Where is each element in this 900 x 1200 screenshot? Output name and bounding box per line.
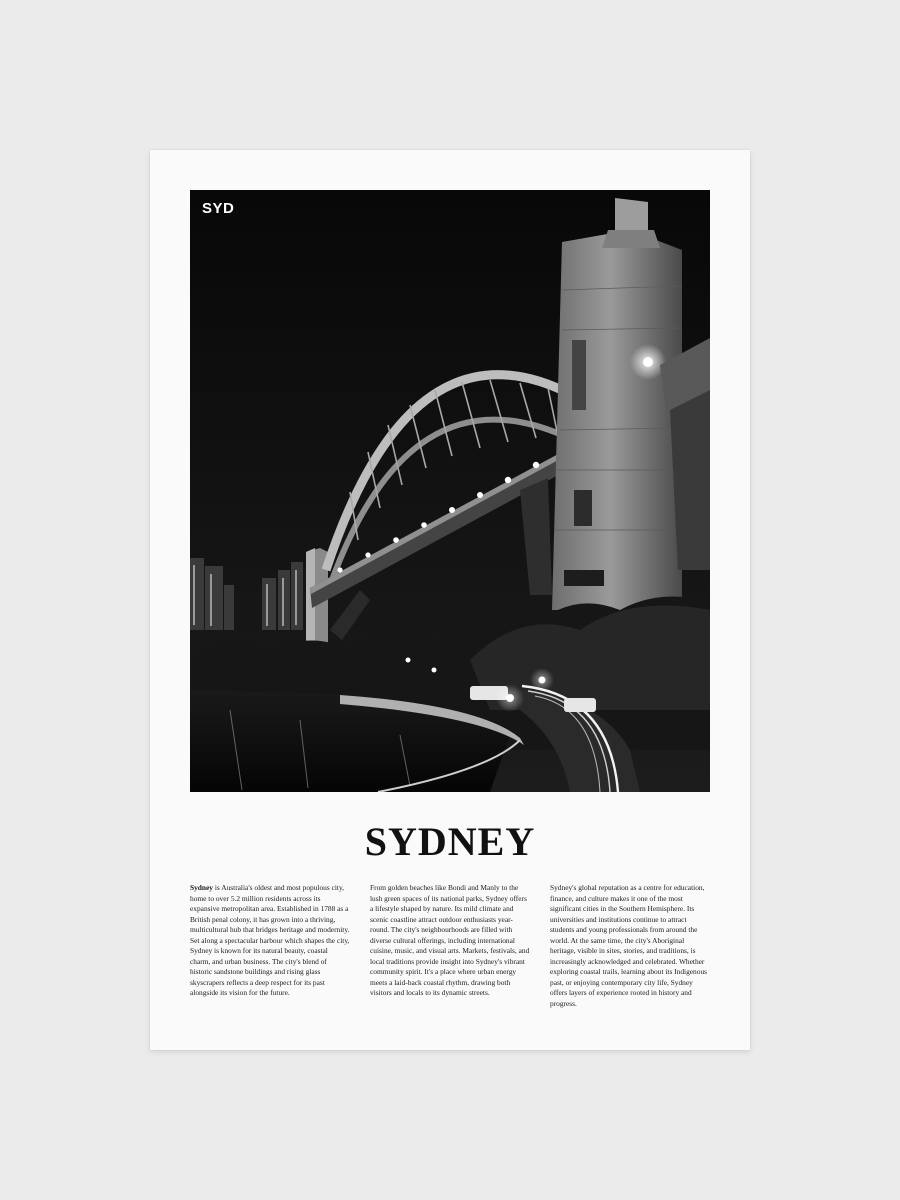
description-lead-word: Sydney <box>190 883 214 892</box>
description-text: is Australia's oldest and most populous city, home to over 5.2 million residents across its expansive metropolitan area. Established in 1788 as a British penal colony, it has grown into a thriving, multicultural hub that bridges heritage and modernity. Set along a spectacular harbour which shapes the city, Sydney is known for its natural beauty, coastal charm, and urban business. The city's blend of historic sandstone buildings and rising glass skyscrapers reflects a deep respect for its past alongside its vision for the future. <box>190 883 350 997</box>
harbour-bridge-photo <box>190 190 710 792</box>
description-text: Sydney's global reputation as a centre for education, finance, and culture makes it one of the most significant cities in the Southern Hemisphere. Its universities and institutions continue to attract students and young professionals from around the world. At the same time, the city's Aboriginal heritage, visible in sites, stories, and traditions, is increasingly acknowledged and celebrated. Whether exploring coastal trails, learning about its Indigenous past, or enjoying contemporary city life, Sydney offers layers of experience rooted in history and progress. <box>550 883 708 1008</box>
poster-print <box>150 150 750 1050</box>
city-code-label: SYD <box>202 200 235 217</box>
description-column-1 <box>190 883 350 1009</box>
description-column-3 <box>550 883 710 1009</box>
city-title: SYDNEY <box>364 819 536 864</box>
description-column-2 <box>370 883 530 1009</box>
harbour-bridge-illustration <box>190 190 710 792</box>
description-text: From golden beaches like Bondi and Manly to the lush green spaces of its national parks, Sydney offers a lifestyle shaped by nature. Its mild climate and scenic coastline attract outdoor enthusiasts year-round. The city's neighbourhoods are filled with diverse cultural offerings, including international cuisine, music, and visual arts. Markets, festivals, and local traditions provide insight into Sydney's vibrant community spirit. It's a place where urban energy meets a laid-back coastal rhythm, drawing both visitors and locals to its dynamic streets. <box>370 883 530 997</box>
description-columns <box>190 883 710 1009</box>
